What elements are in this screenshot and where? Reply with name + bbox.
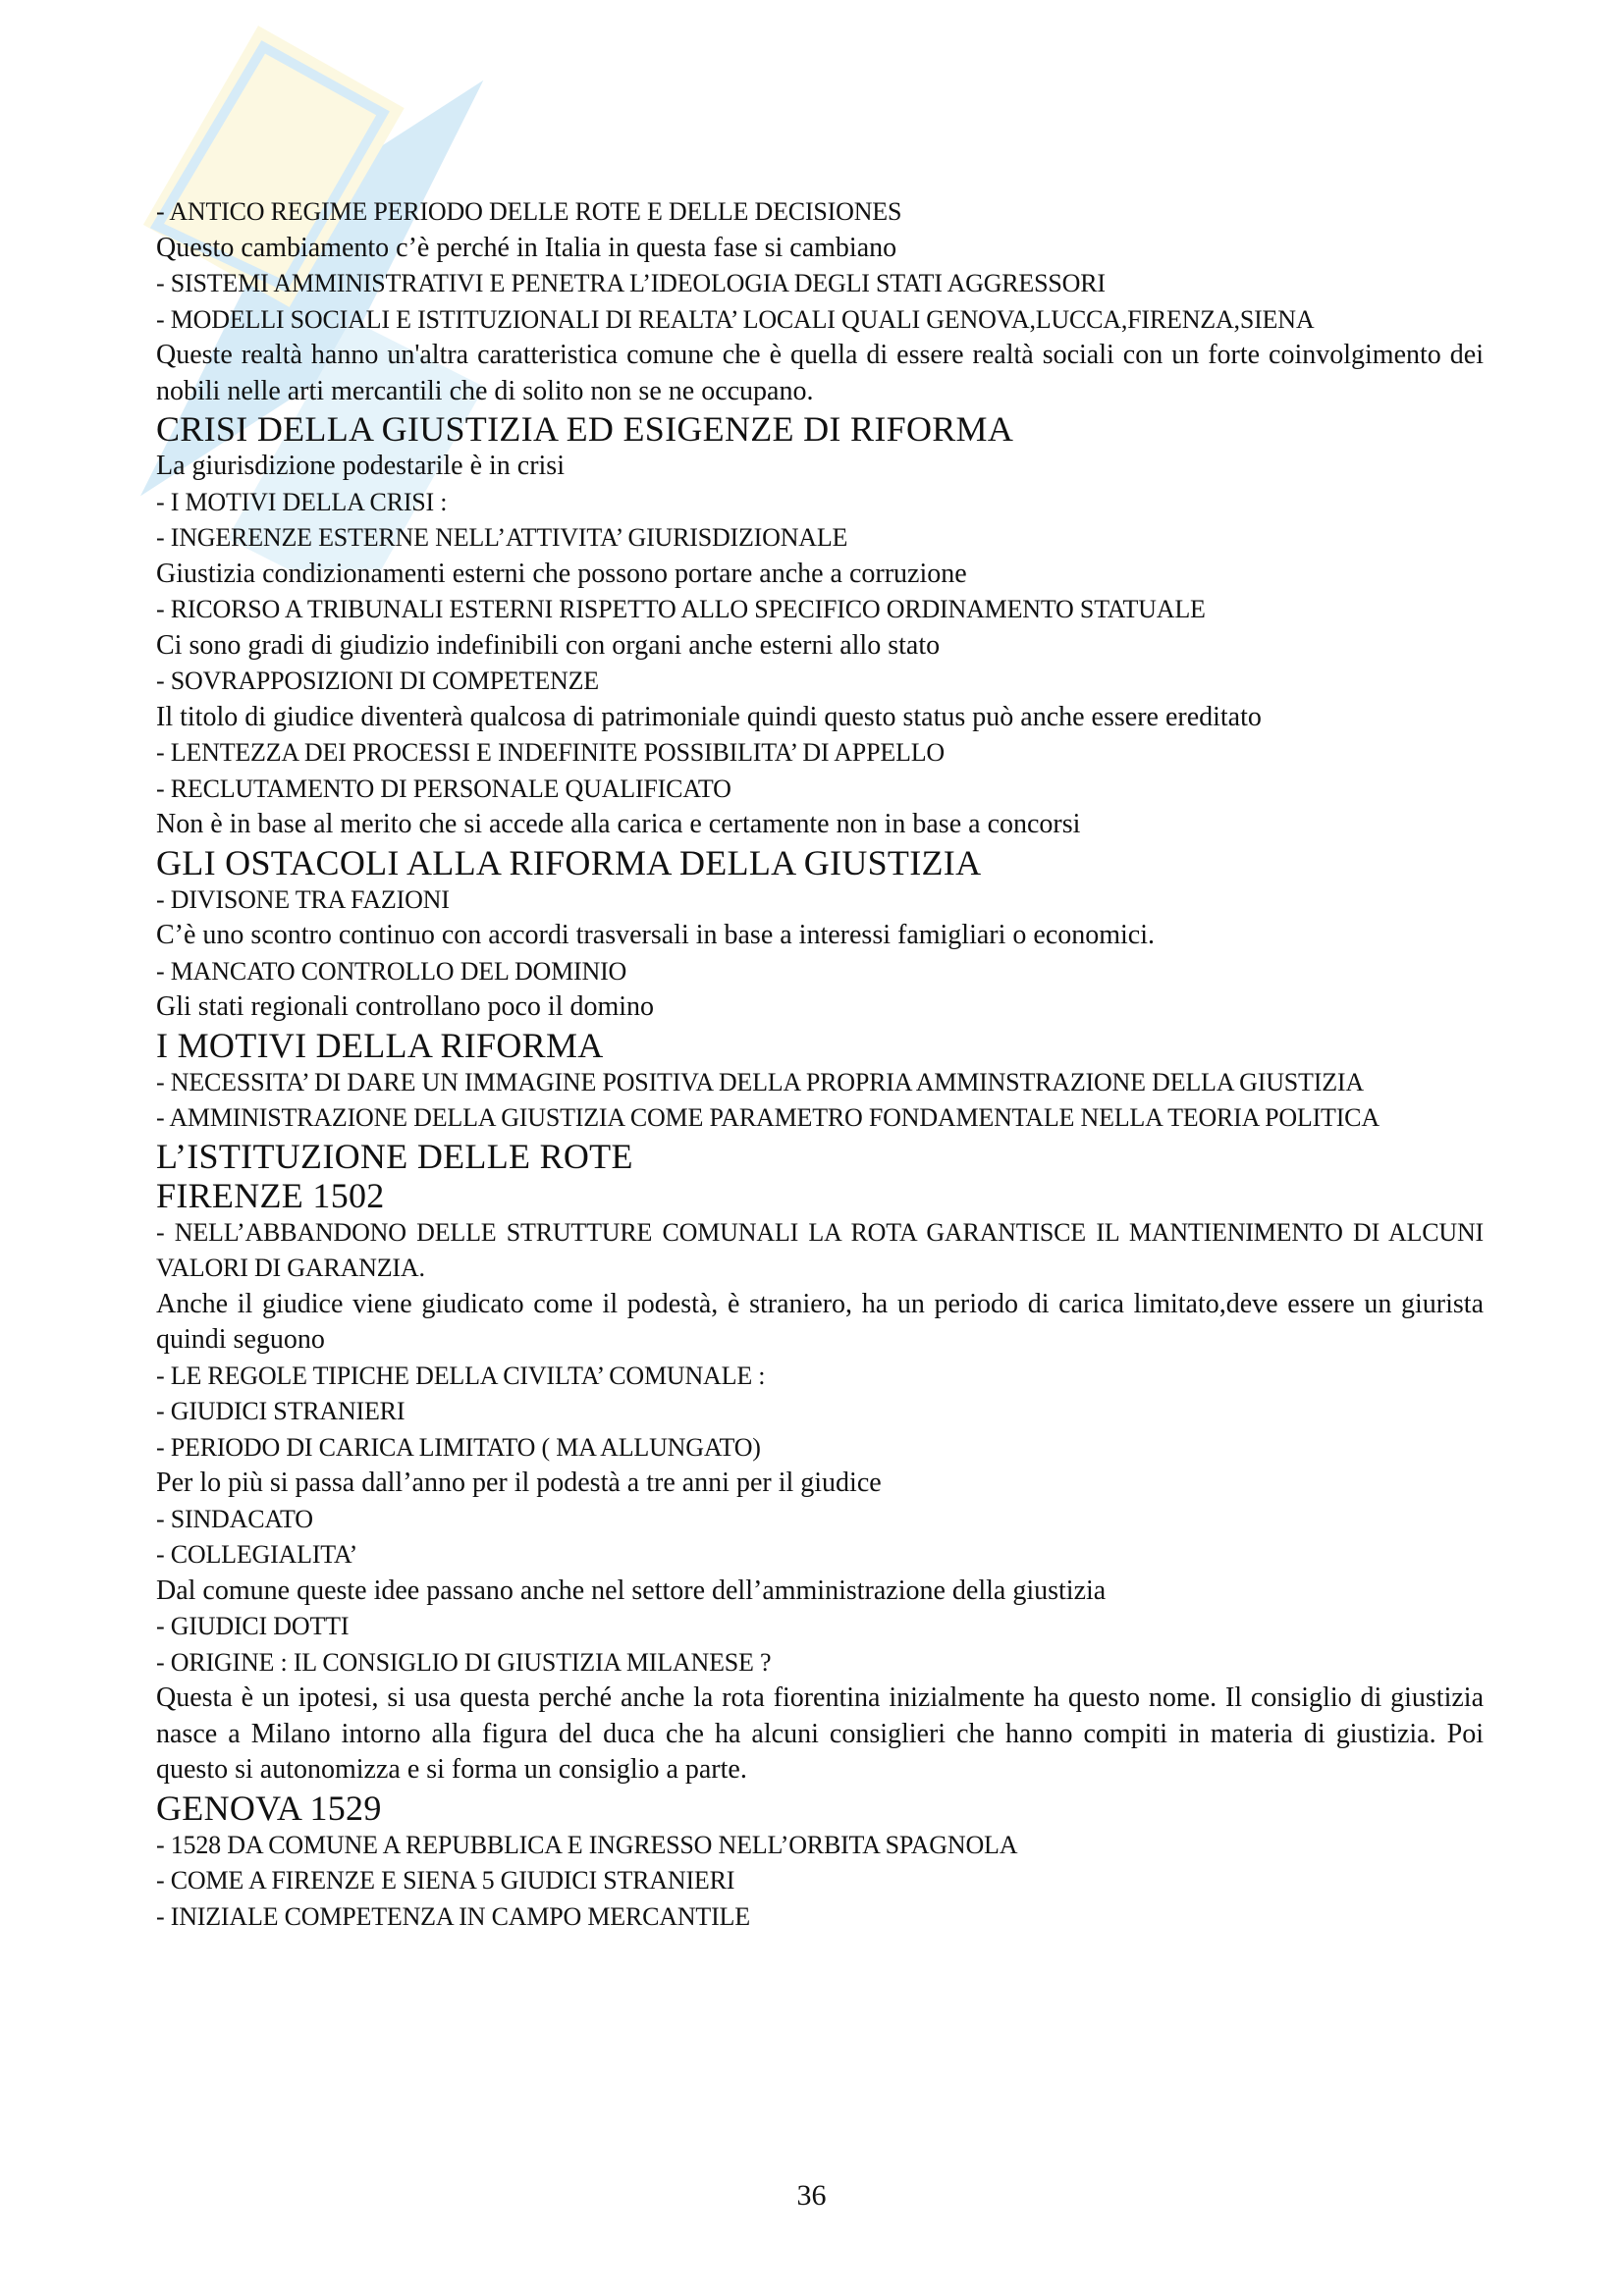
bullet-item: - AMMINISTRAZIONE DELLA GIUSTIZIA COME PARAMETRO FONDAMENTALE NELLA TEORIA POLITICA <box>156 1103 1380 1132</box>
bullet-item: - SOVRAPPOSIZIONI DI COMPETENZE <box>156 667 599 695</box>
bullet-item: - GIUDICI DOTTI <box>156 1612 350 1640</box>
bullet-item: - COME A FIRENZE E SIENA 5 GIUDICI STRANIERI <box>156 1866 735 1895</box>
bullet-item: - ORIGINE : IL CONSIGLIO DI GIUSTIZIA MILANESE ? <box>156 1647 772 1677</box>
body-paragraph: Non è in base al merito che si accede alla carica e certamente non in base a concorsi <box>156 809 1081 839</box>
body-paragraph: Anche il giudice viene giudicato come il podestà, è straniero, ha un periodo di carica limitato,deve essere un giurista quindi seguono <box>156 1288 1484 1355</box>
body-paragraph: Giustizia condizionamenti esterni che possono portare anche a corruzione <box>156 558 967 589</box>
bullet-item: - INIZIALE COMPETENZA IN CAMPO MERCANTILE <box>156 1901 750 1931</box>
bullet-item: - GIUDICI STRANIERI <box>156 1397 406 1425</box>
bullet-item: - COLLEGIALITA’ <box>156 1540 358 1569</box>
section-heading: FIRENZE 1502 <box>156 1175 385 1215</box>
body-paragraph: Il titolo di giudice diventerà qualcosa di patrimoniale quindi questo status può anche essere ereditato <box>156 701 1262 732</box>
bullet-item: - MODELLI SOCIALI E ISTITUZIONALI DI REALTA’ LOCALI QUALI GENOVA,LUCCA,FIRENZA,SIENA <box>156 304 1315 334</box>
bullet-item: - 1528 DA COMUNE A REPUBBLICA E INGRESSO NELL’ORBITA SPAGNOLA <box>156 1830 1018 1859</box>
bullet-item: - SINDACATO <box>156 1504 313 1533</box>
bullet-item: - MANCATO CONTROLLO DEL DOMINIO <box>156 956 627 986</box>
body-paragraph: Queste realtà hanno un'altra caratteristica comune che è quella di essere realtà sociali con un forte coinvolgimento dei nobili nelle arti mercantili che di solito non se ne occupano. <box>156 340 1484 406</box>
bullet-item: - LE REGOLE TIPICHE DELLA CIVILTA’ COMUNALE : <box>156 1361 766 1390</box>
bullet-item: - RICORSO A TRIBUNALI ESTERNI RISPETTO ALLO SPECIFICO ORDINAMENTO STATUALE <box>156 595 1206 623</box>
body-paragraph: Gli stati regionali controllano poco il domino <box>156 991 655 1022</box>
page-content <box>156 194 1484 1935</box>
bullet-item: - PERIODO DI CARICA LIMITATO ( MA ALLUNGATO) <box>156 1432 761 1462</box>
bullet-item: - RECLUTAMENTO DI PERSONALE QUALIFICATO <box>156 774 731 803</box>
section-heading: CRISI DELLA GIUSTIZIA ED ESIGENZE DI RIFORMA <box>156 409 1014 449</box>
body-paragraph: C’è uno scontro continuo con accordi trasversali in base a interessi famigliari o economici. <box>156 920 1156 950</box>
body-paragraph: Questa è un ipotesi, si usa questa perché anche la rota fiorentina inizialmente ha questo nome. Il consiglio di giustizia nasce a Milano intorno alla figura del duca che ha alcuni consiglieri che hanno compiti in materia di giustizia. Poi questo si autonomizza e si forma un consiglio a parte. <box>156 1682 1484 1785</box>
bullet-item: - ANTICO REGIME PERIODO DELLE ROTE E DELLE DECISIONES <box>156 197 902 226</box>
body-paragraph: Per lo più si passa dall’anno per il podestà a tre anni per il giudice <box>156 1468 882 1498</box>
bullet-item: - NECESSITA’ DI DARE UN IMMAGINE POSITIVA DELLA PROPRIA AMMINSTRAZIONE DELLA GIUSTIZIA <box>156 1067 1364 1096</box>
bullet-item: - SISTEMI AMMINISTRATIVI E PENETRA L’IDEOLOGIA DEGLI STATI AGGRESSORI <box>156 269 1106 297</box>
bullet-item: - DIVISONE TRA FAZIONI <box>156 884 450 914</box>
body-paragraph: Dal comune queste idee passano anche nel settore dell’amministrazione della giustizia <box>156 1575 1107 1606</box>
bullet-item: - I MOTIVI DELLA CRISI : <box>156 487 448 516</box>
body-paragraph: Questo cambiamento c’è perché in Italia in questa fase si cambiano <box>156 232 897 263</box>
section-heading: I MOTIVI DELLA RIFORMA <box>156 1025 604 1065</box>
page-number: 36 <box>796 2179 827 2212</box>
bullet-item: - INGERENZE ESTERNE NELL’ATTIVITA’ GIURISDIZIONALE <box>156 523 848 552</box>
bullet-item: - LENTEZZA DEI PROCESSI E INDEFINITE POSSIBILITA’ DI APPELLO <box>156 738 945 767</box>
section-heading: GENOVA 1529 <box>156 1788 382 1828</box>
section-heading: L’ISTITUZIONE DELLE ROTE <box>156 1136 633 1176</box>
body-paragraph: Ci sono gradi di giudizio indefinibili con organi anche esterni allo stato <box>156 629 941 661</box>
section-heading: GLI OSTACOLI ALLA RIFORMA DELLA GIUSTIZIA <box>156 842 982 882</box>
bullet-item: - NELL’ABBANDONO DELLE STRUTTURE COMUNALI LA ROTA GARANTISCE IL MANTIENIMENTO DI ALCUNI VALORI DI GARANZIA. <box>156 1217 1484 1282</box>
body-paragraph: La giurisdizione podestarile è in crisi <box>156 451 565 481</box>
